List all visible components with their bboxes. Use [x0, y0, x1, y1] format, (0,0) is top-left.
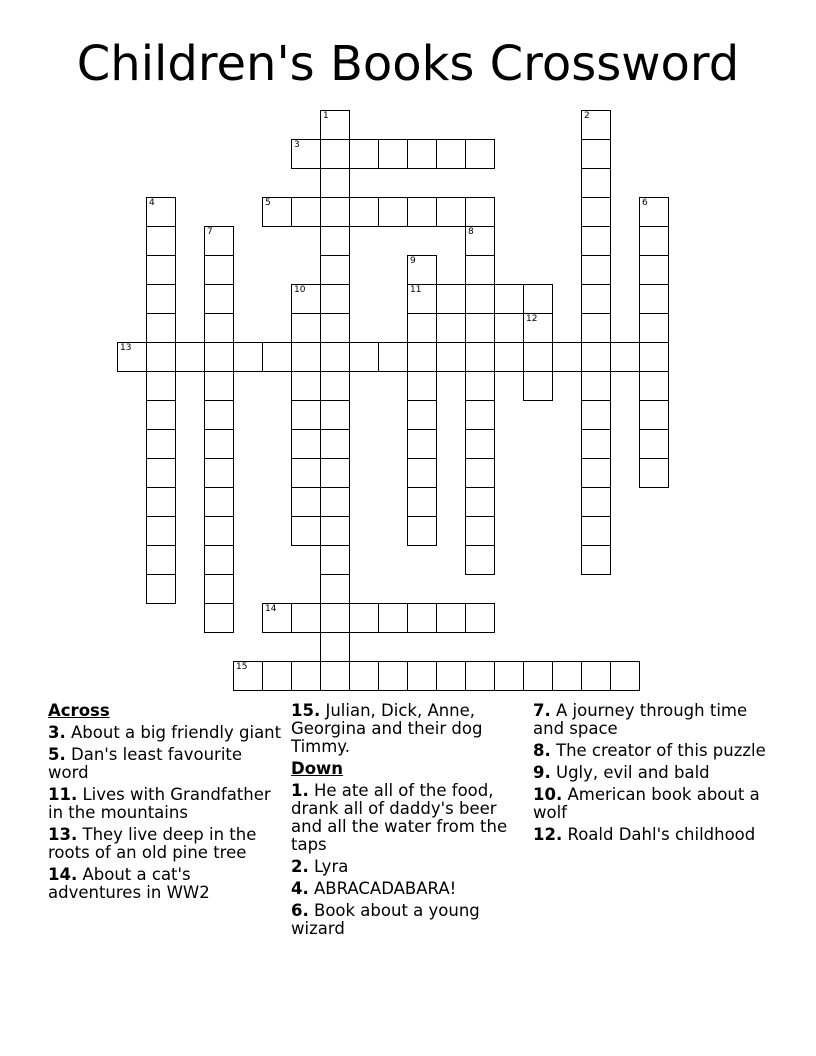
- grid-cell[interactable]: [523, 371, 553, 401]
- grid-cell[interactable]: [204, 574, 234, 604]
- clue-number: 6.: [291, 901, 309, 920]
- grid-cell[interactable]: [204, 458, 234, 488]
- clue-number-label: 3: [294, 140, 300, 150]
- clue-number-label: 1: [323, 111, 329, 121]
- grid-cell[interactable]: [639, 197, 669, 227]
- grid-cell[interactable]: [639, 458, 669, 488]
- grid-cell[interactable]: [465, 139, 495, 169]
- grid-cell[interactable]: [320, 400, 350, 430]
- grid-cell[interactable]: [610, 342, 640, 372]
- clue-number: 4.: [291, 879, 309, 898]
- grid-cell[interactable]: [407, 400, 437, 430]
- grid-cell[interactable]: [436, 603, 466, 633]
- grid-cell[interactable]: [581, 255, 611, 285]
- grid-cell[interactable]: [320, 545, 350, 575]
- grid-cell[interactable]: [581, 197, 611, 227]
- clues-column-3: [533, 702, 768, 848]
- clue-text: Dan's least favourite word: [48, 745, 243, 782]
- grid-cell[interactable]: [291, 603, 321, 633]
- grid-cell[interactable]: [146, 226, 176, 256]
- grid-cell[interactable]: [320, 255, 350, 285]
- grid-cell[interactable]: [581, 545, 611, 575]
- grid-cell[interactable]: [320, 516, 350, 546]
- grid-cell[interactable]: [436, 139, 466, 169]
- down-clue-7: [533, 702, 768, 738]
- grid-cell[interactable]: [407, 458, 437, 488]
- clues-column-2: [291, 702, 526, 942]
- grid-cell[interactable]: [494, 661, 524, 691]
- grid-cell[interactable]: [581, 371, 611, 401]
- grid-cell[interactable]: [204, 342, 234, 372]
- grid-cell[interactable]: [523, 661, 553, 691]
- grid-cell[interactable]: [146, 342, 176, 372]
- grid-cell[interactable]: [639, 400, 669, 430]
- grid-cell[interactable]: [291, 284, 321, 314]
- clue-number: 8.: [533, 741, 551, 760]
- grid-cell[interactable]: [465, 545, 495, 575]
- grid-cell[interactable]: [146, 574, 176, 604]
- grid-cell[interactable]: [581, 313, 611, 343]
- grid-cell[interactable]: [581, 516, 611, 546]
- clue-text: He ate all of the food, drank all of daddy's beer and all the water from the taps: [291, 781, 508, 854]
- grid-cell[interactable]: [291, 313, 321, 343]
- page-title: Children's Books Crossword: [76, 36, 740, 92]
- grid-cell[interactable]: [436, 661, 466, 691]
- grid-cell[interactable]: [320, 574, 350, 604]
- grid-cell[interactable]: [291, 458, 321, 488]
- grid-cell[interactable]: [639, 226, 669, 256]
- clue-number-label: 14: [265, 604, 277, 614]
- grid-cell[interactable]: [320, 371, 350, 401]
- grid-cell[interactable]: [407, 371, 437, 401]
- grid-cell[interactable]: [465, 342, 495, 372]
- grid-cell[interactable]: [175, 342, 205, 372]
- grid-cell[interactable]: [233, 342, 263, 372]
- down-clue-4: [291, 880, 526, 898]
- grid-cell[interactable]: [407, 429, 437, 459]
- grid-cell[interactable]: [146, 429, 176, 459]
- grid-cell[interactable]: [639, 342, 669, 372]
- grid-cell[interactable]: [204, 284, 234, 314]
- down-clue-10: [533, 786, 768, 822]
- grid-cell[interactable]: [523, 284, 553, 314]
- grid-cell[interactable]: [204, 400, 234, 430]
- clue-number-label: 11: [410, 285, 422, 295]
- across-clue-13: [48, 826, 283, 862]
- grid-cell[interactable]: [291, 139, 321, 169]
- clue-number: 5.: [48, 745, 66, 764]
- grid-cell[interactable]: [291, 371, 321, 401]
- clue-number-label: 2: [584, 111, 590, 121]
- clue-number-label: 7: [207, 227, 213, 237]
- clue-number: 11.: [48, 785, 78, 804]
- grid-cell[interactable]: [465, 400, 495, 430]
- grid-cell[interactable]: [146, 313, 176, 343]
- clue-text: The creator of this puzzle: [556, 741, 766, 760]
- grid-cell[interactable]: [378, 342, 408, 372]
- clue-text: American book about a wolf: [533, 785, 760, 822]
- grid-cell[interactable]: [349, 603, 379, 633]
- grid-cell[interactable]: [581, 284, 611, 314]
- grid-cell[interactable]: [581, 168, 611, 198]
- grid-cell[interactable]: [465, 197, 495, 227]
- grid-cell[interactable]: [291, 429, 321, 459]
- grid-cell[interactable]: [436, 197, 466, 227]
- grid-cell[interactable]: [320, 284, 350, 314]
- grid-cell[interactable]: [581, 110, 611, 140]
- clue-number: 7.: [533, 701, 551, 720]
- grid-cell[interactable]: [465, 603, 495, 633]
- grid-cell[interactable]: [204, 516, 234, 546]
- grid-cell[interactable]: [494, 284, 524, 314]
- grid-cell[interactable]: [639, 255, 669, 285]
- grid-cell[interactable]: [378, 661, 408, 691]
- grid-cell[interactable]: [233, 661, 263, 691]
- grid-cell[interactable]: [146, 516, 176, 546]
- clue-text: About a big friendly giant: [71, 723, 282, 742]
- grid-cell[interactable]: [465, 371, 495, 401]
- grid-cell[interactable]: [581, 487, 611, 517]
- grid-cell[interactable]: [552, 661, 582, 691]
- grid-cell[interactable]: [320, 458, 350, 488]
- grid-cell[interactable]: [378, 139, 408, 169]
- grid-cell[interactable]: [349, 197, 379, 227]
- clue-text: Book about a young wizard: [291, 901, 480, 938]
- grid-cell[interactable]: [146, 255, 176, 285]
- grid-cell[interactable]: [117, 342, 147, 372]
- clue-text: About a cat's adventures in WW2: [48, 865, 210, 902]
- grid-cell[interactable]: [204, 545, 234, 575]
- grid-cell[interactable]: [320, 168, 350, 198]
- clue-number: 3.: [48, 723, 66, 742]
- grid-cell[interactable]: [378, 603, 408, 633]
- clue-text: A journey through time and space: [533, 701, 748, 738]
- grid-cell[interactable]: [291, 661, 321, 691]
- grid-cell[interactable]: [407, 284, 437, 314]
- clue-number-label: 5: [265, 198, 271, 208]
- grid-cell[interactable]: [204, 255, 234, 285]
- grid-cell[interactable]: [291, 197, 321, 227]
- down-clue-6: [291, 902, 526, 938]
- down-clue-12: [533, 826, 768, 844]
- clue-text: Lyra: [314, 857, 349, 876]
- clue-text: Ugly, evil and bald: [556, 763, 710, 782]
- clue-number-label: 6: [642, 198, 648, 208]
- grid-cell[interactable]: [349, 342, 379, 372]
- grid-cell[interactable]: [204, 313, 234, 343]
- grid-cell[interactable]: [262, 603, 292, 633]
- clues-column-1: [48, 702, 283, 906]
- clue-number: 2.: [291, 857, 309, 876]
- grid-cell[interactable]: [320, 110, 350, 140]
- grid-cell[interactable]: [320, 661, 350, 691]
- grid-cell[interactable]: [146, 400, 176, 430]
- clue-text: Roald Dahl's childhood: [567, 825, 756, 844]
- grid-cell[interactable]: [407, 313, 437, 343]
- grid-cell[interactable]: [465, 429, 495, 459]
- grid-cell[interactable]: [465, 284, 495, 314]
- grid-cell[interactable]: [436, 284, 466, 314]
- grid-cell[interactable]: [407, 342, 437, 372]
- grid-cell[interactable]: [523, 342, 553, 372]
- clue-number: 10.: [533, 785, 563, 804]
- down-clue-9: [533, 764, 768, 782]
- clue-number-label: 15: [236, 662, 248, 672]
- grid-cell[interactable]: [407, 487, 437, 517]
- grid-cell[interactable]: [291, 487, 321, 517]
- down-heading: Down: [291, 759, 344, 778]
- clue-number-label: 4: [149, 198, 155, 208]
- across-clue-3: [48, 724, 283, 742]
- clue-number-label: 10: [294, 285, 306, 295]
- grid-cell[interactable]: [349, 661, 379, 691]
- grid-cell[interactable]: [146, 197, 176, 227]
- clue-text: Julian, Dick, Anne, Georgina and their dog Timmy.: [291, 701, 483, 756]
- grid-cell[interactable]: [610, 661, 640, 691]
- grid-cell[interactable]: [581, 458, 611, 488]
- grid-cell[interactable]: [320, 197, 350, 227]
- grid-cell[interactable]: [146, 458, 176, 488]
- grid-cell[interactable]: [581, 342, 611, 372]
- grid-cell[interactable]: [291, 400, 321, 430]
- grid-cell[interactable]: [407, 255, 437, 285]
- clue-number-label: 12: [526, 314, 538, 324]
- clue-text: ABRACADABARA!: [314, 879, 457, 898]
- grid-cell[interactable]: [581, 661, 611, 691]
- grid-cell[interactable]: [146, 371, 176, 401]
- clue-number: 12.: [533, 825, 563, 844]
- grid-cell[interactable]: [320, 487, 350, 517]
- grid-cell[interactable]: [204, 603, 234, 633]
- grid-cell[interactable]: [465, 661, 495, 691]
- across-clue-11: [48, 786, 283, 822]
- grid-cell[interactable]: [262, 197, 292, 227]
- grid-cell[interactable]: [407, 661, 437, 691]
- grid-cell[interactable]: [523, 313, 553, 343]
- down-clue-2: [291, 858, 526, 876]
- grid-cell[interactable]: [291, 516, 321, 546]
- grid-cell[interactable]: [465, 255, 495, 285]
- grid-cell[interactable]: [407, 197, 437, 227]
- grid-cell[interactable]: [494, 342, 524, 372]
- grid-cell[interactable]: [320, 429, 350, 459]
- clue-number-label: 9: [410, 256, 416, 266]
- grid-cell[interactable]: [465, 226, 495, 256]
- grid-cell[interactable]: [262, 661, 292, 691]
- grid-cell[interactable]: [639, 371, 669, 401]
- grid-cell[interactable]: [146, 284, 176, 314]
- grid-cell[interactable]: [204, 487, 234, 517]
- across-heading: Across: [48, 701, 110, 720]
- grid-cell[interactable]: [465, 487, 495, 517]
- clue-number: 15.: [291, 701, 321, 720]
- grid-cell[interactable]: [581, 400, 611, 430]
- grid-cell[interactable]: [581, 226, 611, 256]
- grid-cell[interactable]: [581, 429, 611, 459]
- grid-cell[interactable]: [407, 603, 437, 633]
- grid-cell[interactable]: [436, 342, 466, 372]
- across-clue-15: [291, 702, 526, 756]
- grid-cell[interactable]: [552, 342, 582, 372]
- grid-cell[interactable]: [407, 139, 437, 169]
- across-clue-14: [48, 866, 283, 902]
- grid-cell[interactable]: [204, 226, 234, 256]
- clue-text: Lives with Grandfather in the mountains: [48, 785, 271, 822]
- grid-cell[interactable]: [320, 226, 350, 256]
- grid-cell[interactable]: [146, 487, 176, 517]
- grid-cell[interactable]: [320, 342, 350, 372]
- grid-cell[interactable]: [204, 429, 234, 459]
- clue-number: 13.: [48, 825, 78, 844]
- grid-cell[interactable]: [320, 632, 350, 662]
- grid-cell[interactable]: [291, 342, 321, 372]
- grid-cell[interactable]: [465, 313, 495, 343]
- grid-cell[interactable]: [465, 458, 495, 488]
- clue-number: 9.: [533, 763, 551, 782]
- clue-number: 14.: [48, 865, 78, 884]
- grid-cell[interactable]: [320, 313, 350, 343]
- grid-cell[interactable]: [320, 603, 350, 633]
- grid-cell[interactable]: [639, 313, 669, 343]
- grid-cell[interactable]: [349, 139, 379, 169]
- grid-cell[interactable]: [639, 429, 669, 459]
- clue-number-label: 8: [468, 227, 474, 237]
- down-clue-8: [533, 742, 768, 760]
- grid-cell[interactable]: [378, 197, 408, 227]
- grid-cell[interactable]: [146, 545, 176, 575]
- grid-cell[interactable]: [639, 284, 669, 314]
- clue-number: 1.: [291, 781, 309, 800]
- down-clue-1: [291, 782, 526, 854]
- clue-text: They live deep in the roots of an old pine tree: [48, 825, 257, 862]
- grid-cell[interactable]: [465, 516, 495, 546]
- grid-cell[interactable]: [581, 139, 611, 169]
- grid-cell[interactable]: [204, 371, 234, 401]
- grid-cell[interactable]: [262, 342, 292, 372]
- grid-cell[interactable]: [320, 139, 350, 169]
- across-clue-5: [48, 746, 283, 782]
- clue-number-label: 13: [120, 343, 132, 353]
- grid-cell[interactable]: [407, 516, 437, 546]
